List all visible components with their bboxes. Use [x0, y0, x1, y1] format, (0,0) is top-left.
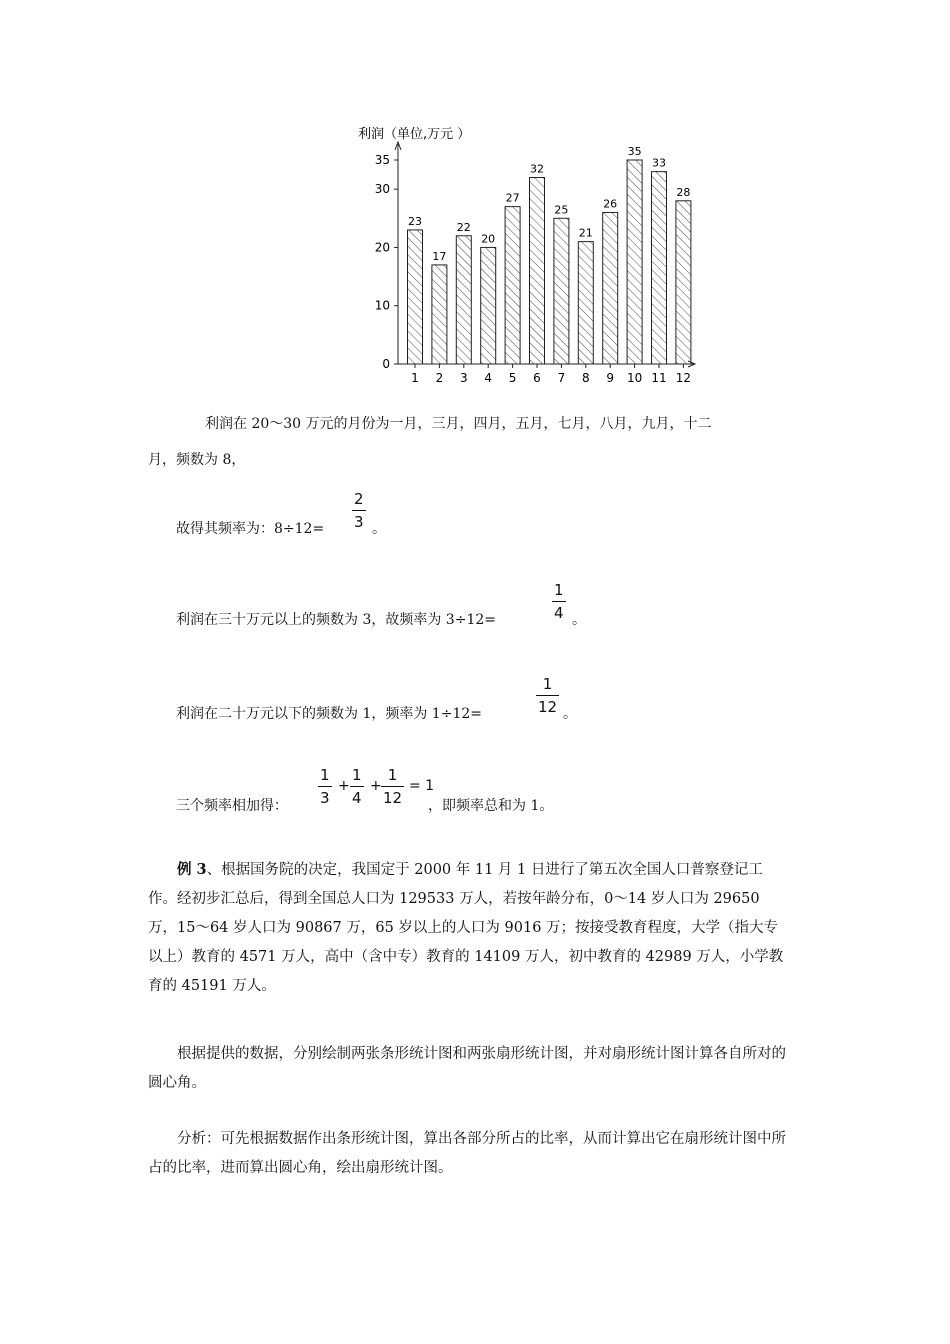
x-tick-label: 9 — [606, 371, 615, 385]
bar-value-label: 17 — [432, 249, 447, 263]
fraction-numerator: 1 — [352, 766, 362, 784]
bar-month-10 — [627, 160, 642, 364]
bar-month-6 — [530, 177, 545, 364]
instruction-paragraph — [148, 1040, 788, 1098]
fraction — [352, 490, 366, 531]
bar-month-5 — [505, 207, 520, 364]
x-tick-label: 12 — [675, 371, 692, 385]
fraction-bar — [381, 786, 404, 787]
bar-value-label: 25 — [554, 203, 569, 217]
fraction-numerator: 2 — [354, 490, 364, 508]
y-tick-label: 20 — [374, 240, 390, 255]
example-3-paragraph — [148, 855, 788, 1001]
bar-month-12 — [676, 201, 691, 364]
paragraph-line: 。 — [572, 612, 586, 628]
fraction-denominator: 12 — [538, 698, 558, 716]
bar-value-label: 20 — [481, 232, 496, 246]
x-tick-label: 11 — [651, 371, 667, 385]
fraction-bar — [536, 695, 559, 696]
fraction — [350, 766, 364, 807]
fraction — [552, 581, 566, 622]
fraction-numerator: 1 — [554, 581, 564, 599]
equals-one: = 1 — [409, 778, 435, 794]
paragraph-line: 月，频数为 8， — [148, 452, 246, 468]
bar-month-9 — [603, 212, 618, 364]
x-tick-label: 3 — [459, 371, 468, 385]
fraction-numerator: 1 — [320, 766, 330, 784]
analysis-text: 分析：可先根据数据作出条形统计图，算出各部分所占的比率，从而计算出它在扇形统计图中所占的比率，进而算出圆心角，绘出扇形统计图。 — [148, 1131, 786, 1176]
fraction — [536, 675, 559, 716]
chart-y-axis-title: 利润（单位,万元 ） — [358, 127, 471, 142]
fraction-denominator: 12 — [383, 789, 403, 807]
fraction-denominator: 4 — [554, 604, 564, 622]
example-body: 、根据国务院的决定，我国定于 2000 年 11 月 1 日进行了第五次全国人口普察登记工作。经初步汇总后，得到全国总人口为 129533 万人，若按年龄分布，0～14 岁人口为 29650 万，15～64 岁人口为 90867 万，65 岁以上的人口为 9016 万；按接受教育程度，大学（指大专以上）教育的 4571 万人，高中（含中专）教育的 14109 万人，初中教育的 42989 万人，小学教育的 45191 万人。 — [148, 862, 784, 994]
y-tick-label: 0 — [382, 357, 390, 371]
bar-value-label: 26 — [603, 197, 618, 211]
profit-bar-chart — [0, 0, 950, 400]
bar-month-2 — [432, 265, 447, 364]
paragraph-line: 故得其频率为：8÷12= — [176, 521, 325, 537]
y-tick-label: 10 — [374, 298, 390, 313]
example-label: 例 3 — [177, 861, 207, 878]
x-tick-label: 4 — [484, 371, 493, 385]
chart-bars — [408, 145, 691, 364]
plus-sign: + — [338, 778, 350, 794]
fraction-denominator: 3 — [320, 789, 330, 807]
paragraph-line: ，即频率总和为 1。 — [428, 798, 554, 814]
paragraph-line: 利润在二十万元以下的频数为 1，频率为 1÷12= — [176, 706, 482, 722]
bar-month-4 — [481, 247, 496, 364]
paragraph-line: 三个频率相加得： — [176, 798, 288, 814]
fraction — [381, 766, 404, 807]
chart-canvas — [0, 0, 950, 400]
fraction-denominator: 4 — [352, 789, 362, 807]
fraction — [318, 766, 332, 807]
plus-sign: + — [370, 778, 382, 794]
fraction-numerator: 1 — [387, 766, 398, 784]
bar-value-label: 35 — [627, 145, 642, 158]
x-tick-label: 2 — [435, 371, 444, 385]
bar-month-3 — [456, 236, 471, 364]
fraction-numerator: 1 — [542, 675, 553, 693]
fraction-denominator: 3 — [354, 513, 364, 531]
bar-value-label: 22 — [456, 220, 471, 234]
fraction-bar — [552, 601, 566, 602]
x-tick-label: 5 — [508, 371, 517, 385]
bar-value-label: 32 — [530, 162, 544, 176]
y-tick-label: 30 — [374, 182, 390, 197]
y-tick-label: 35 — [374, 153, 390, 167]
x-tick-label: 7 — [557, 371, 566, 385]
bar-month-11 — [652, 172, 667, 364]
bar-value-label: 33 — [652, 156, 666, 170]
paragraph-line: 。 — [372, 521, 386, 537]
x-tick-label: 10 — [626, 371, 643, 385]
bar-value-label: 27 — [505, 191, 520, 205]
bar-value-label: 21 — [578, 226, 593, 240]
bar-month-8 — [578, 242, 593, 364]
bar-month-1 — [408, 230, 423, 364]
paragraph-line: 。 — [563, 706, 577, 722]
fraction-bar — [350, 786, 364, 787]
analysis-paragraph — [148, 1125, 788, 1183]
paragraph-line: 利润在三十万元以上的频数为 3，故频率为 3÷12= — [176, 612, 496, 628]
instruction-text: 根据提供的数据，分别绘制两张条形统计图和两张扇形统计图，并对扇形统计图计算各自所对的圆心角。 — [148, 1046, 786, 1091]
bar-value-label: 23 — [408, 214, 422, 228]
bar-month-7 — [554, 218, 569, 364]
bar-value-label: 28 — [676, 185, 691, 199]
x-tick-label: 1 — [411, 371, 419, 385]
fraction-bar — [352, 510, 366, 511]
x-tick-label: 6 — [533, 371, 541, 385]
x-tick-label: 8 — [581, 371, 590, 385]
fraction-bar — [318, 786, 332, 787]
paragraph-line: 利润在 20～30 万元的月份为一月，三月，四月，五月，七月，八月，九月，十二 — [205, 416, 712, 432]
